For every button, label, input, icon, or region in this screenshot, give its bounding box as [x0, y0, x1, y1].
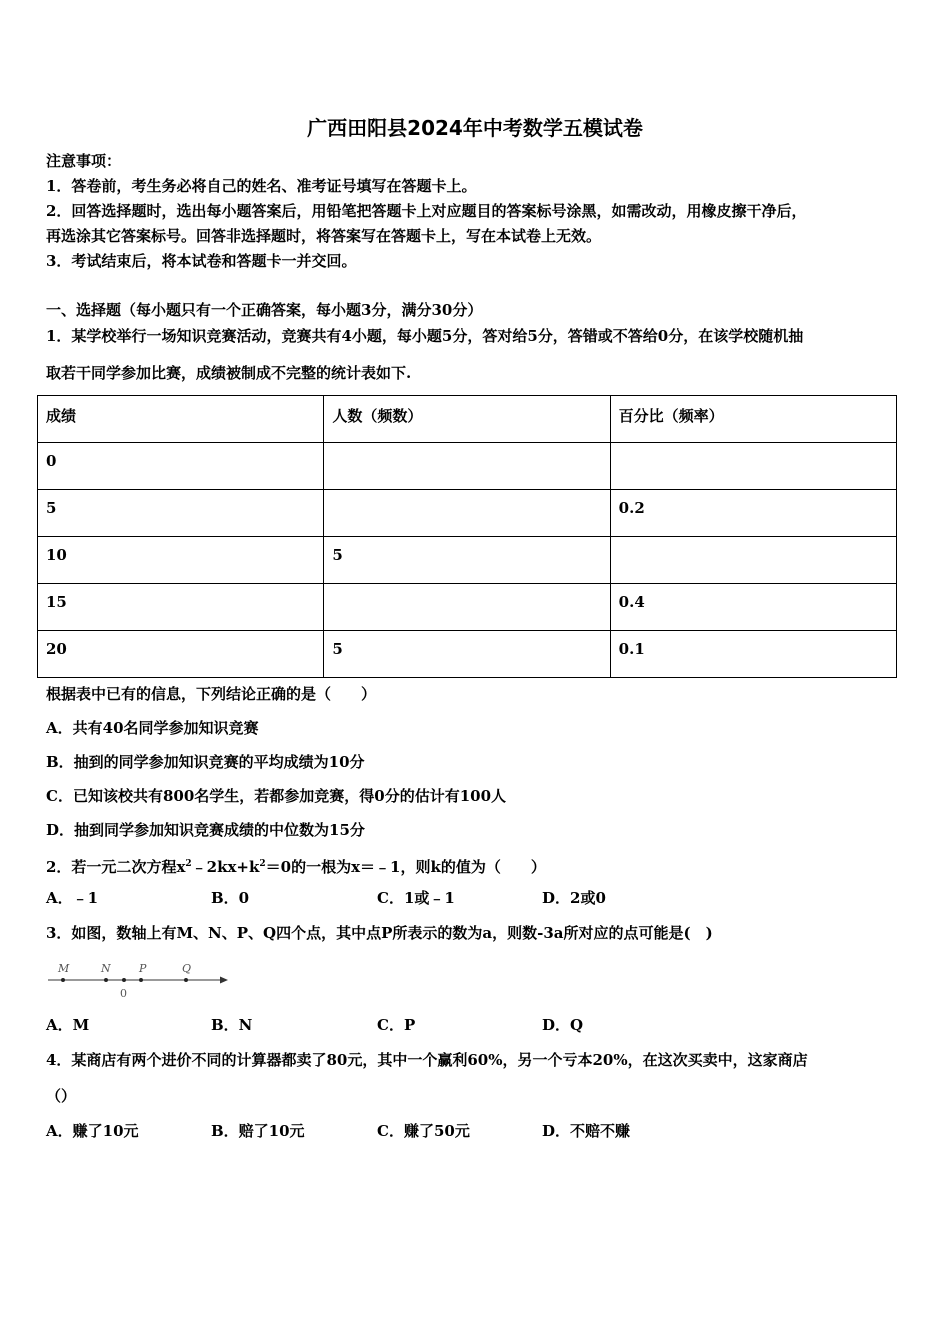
table-row: [38, 490, 897, 537]
label-origin: 0: [120, 987, 127, 1000]
q2-option-d: D．2或0: [542, 889, 606, 907]
label-q: Q: [182, 962, 192, 975]
notice-heading: 注意事项：: [46, 152, 122, 170]
q1-option-b: B．抽到的同学参加知识竞赛的平均成绩为10分: [46, 753, 365, 771]
point-q: [184, 978, 188, 982]
q3-option-a: A．M: [46, 1016, 90, 1034]
score-table: [37, 395, 897, 678]
table-cell: 5: [324, 631, 610, 678]
table-row: [38, 631, 897, 678]
q2-text: ﹣2kx+k: [191, 858, 260, 876]
q2-text: ＝0的一根为x＝﹣1，则k的值为（ ）: [265, 858, 546, 876]
q4-option-c: C．赚了50元: [377, 1122, 470, 1140]
notice-item: 1．答卷前，考生务必将自己的姓名、准考证号填写在答题卡上。: [46, 177, 477, 195]
table-cell: 0.2: [610, 490, 896, 537]
point-n: [104, 978, 108, 982]
section-heading: 一、选择题（每小题只有一个正确答案，每小题3分，满分30分）: [46, 301, 483, 319]
q3-option-c: C．P: [377, 1016, 416, 1034]
table-row: [38, 584, 897, 631]
table-cell: 20: [38, 631, 324, 678]
q1-text: 取若干同学参加比赛，成绩被制成不完整的统计表如下.: [46, 364, 412, 382]
notice-item: 2．回答选择题时，选出每小题答案后，用铅笔把答题卡上对应题目的答案标号涂黑，如需改动，用橡皮擦干净后，: [46, 202, 807, 220]
table-cell: 0: [38, 443, 324, 490]
superscript: 2: [259, 859, 266, 869]
number-line-figure: [44, 958, 234, 1002]
q2-option-a: A．﹣1: [46, 889, 99, 907]
table-cell: 10: [38, 537, 324, 584]
q2-option-b: B．0: [211, 889, 250, 907]
table-header: 百分比（频率）: [610, 396, 896, 443]
q4-option-d: D．不赔不赚: [542, 1122, 631, 1140]
table-cell: [324, 443, 610, 490]
q3-option-b: B．N: [211, 1016, 253, 1034]
q1-option-a: A．共有40名同学参加知识竞赛: [46, 719, 259, 737]
point-origin: [122, 978, 126, 982]
table-cell: [324, 490, 610, 537]
table-cell: [610, 443, 896, 490]
page-title: 广西田阳县2024年中考数学五模试卷: [307, 116, 643, 140]
table-header: 成绩: [38, 396, 324, 443]
notice-item: 再选涂其它答案标号。回答非选择题时，将答案写在答题卡上，写在本试卷上无效。: [46, 227, 602, 245]
arrow-icon: [220, 977, 228, 984]
table-cell: [324, 584, 610, 631]
q1-option-d: D．抽到同学参加知识竞赛成绩的中位数为15分: [46, 821, 365, 839]
q4-text: （）: [46, 1087, 77, 1105]
point-m: [61, 978, 65, 982]
table-cell: 15: [38, 584, 324, 631]
label-n: N: [101, 962, 111, 975]
q2-text: 2．若一元二次方程x: [46, 858, 186, 876]
q4-option-b: B．赔了10元: [211, 1122, 305, 1140]
point-p: [139, 978, 143, 982]
q4-text: 4．某商店有两个进价不同的计算器都卖了80元，其中一个赢利60%，另一个亏本20%，在这次买卖中，这家商店: [46, 1051, 808, 1069]
q3-option-d: D．Q: [542, 1016, 584, 1034]
q1-stem: 根据表中已有的信息，下列结论正确的是（ ）: [46, 685, 377, 703]
table-cell: 0.4: [610, 584, 896, 631]
q4-option-a: A．赚了10元: [46, 1122, 139, 1140]
table-header-row: [38, 396, 897, 443]
q2-option-c: C．1或﹣1: [377, 889, 455, 907]
table-cell: 0.1: [610, 631, 896, 678]
label-p: P: [139, 962, 147, 975]
table-cell: 5: [324, 537, 610, 584]
table-header: 人数（频数）: [324, 396, 610, 443]
q2-stem: [46, 854, 546, 877]
q1-option-c: C．已知该校共有800名学生，若都参加竞赛，得0分的估计有100人: [46, 787, 507, 805]
q3-stem: 3．如图，数轴上有M、N、P、Q四个点，其中点P所表示的数为a，则数-3a所对应的点可能是( ): [46, 924, 713, 942]
q1-text: 1．某学校举行一场知识竞赛活动，竞赛共有4小题，每小题5分，答对给5分，答错或不答给0分，在该学校随机抽: [46, 327, 804, 345]
table-cell: [610, 537, 896, 584]
table-row: [38, 537, 897, 584]
table-row: [38, 443, 897, 490]
superscript: 2: [185, 859, 192, 869]
label-m: M: [58, 962, 70, 975]
table-cell: 5: [38, 490, 324, 537]
notice-item: 3．考试结束后，将本试卷和答题卡一并交回。: [46, 252, 357, 270]
